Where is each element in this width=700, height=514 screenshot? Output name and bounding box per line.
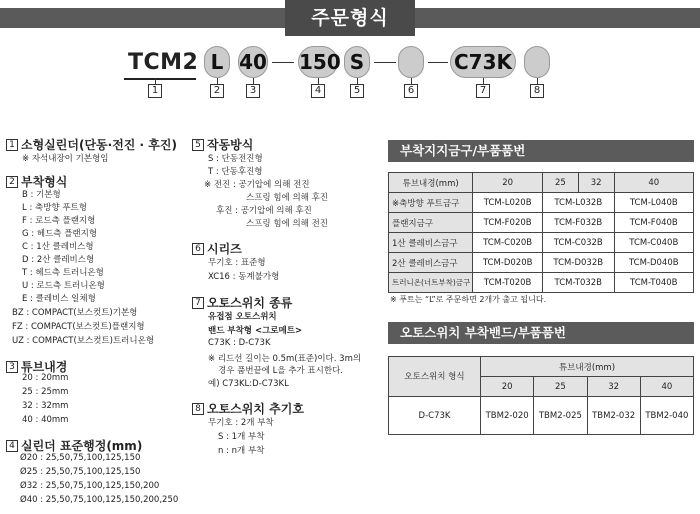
table-cell: TBM2-040 — [640, 397, 693, 435]
mounting-option: U : 로드측 트러니온형 — [22, 281, 105, 291]
section-number: 8 — [192, 403, 204, 415]
table-row — [389, 253, 694, 273]
table-row-label: ※축방향 푸트금구 — [389, 193, 473, 213]
section-title: 부착형식 — [21, 175, 68, 189]
table-row-label: D-C73K — [389, 397, 481, 435]
table-row — [389, 213, 694, 233]
action-note: 후진 : 공기압에 의해 후진 — [216, 206, 312, 216]
table-header-row — [389, 173, 694, 193]
section-number: 4 — [6, 440, 18, 452]
code-part-stroke: 150 — [298, 46, 338, 78]
section-1-line: ※ 자석내장이 기본형임 — [22, 154, 109, 164]
switch-band-table — [388, 356, 694, 435]
code-num-2: 2 — [210, 84, 224, 98]
code-part-switch: C73K — [450, 46, 516, 78]
table-row — [389, 397, 694, 435]
code-num-3: 3 — [246, 84, 260, 98]
table-cell: TCM-L040B — [614, 193, 693, 213]
table-row-label: 트러니온(너트부착)금구 — [389, 273, 473, 293]
dash — [374, 62, 396, 63]
table-header-cell: 20 — [473, 173, 543, 193]
page-title: 주문형식 — [285, 0, 415, 36]
bore-option: 20 : 20mm — [22, 373, 69, 383]
table-row-label: 2산 클레비스금구 — [389, 253, 473, 273]
table-header-cell: 32 — [578, 173, 614, 193]
action-note: 스프링 힘에 의해 전진 — [246, 219, 329, 229]
switch-note: 예) C73KL:D-C73KL — [208, 379, 289, 389]
switch-note: ※ 리드선 길이는 0.5m(표준)이다. 3m의 — [208, 354, 362, 364]
stroke-option: Ø20 : 25,50,75,100,125,150 — [20, 453, 141, 463]
code-part-series — [398, 46, 424, 78]
series-option: XC16 : 동계불가형 — [208, 272, 280, 282]
code-part-bore: 40 — [238, 46, 268, 78]
switch-type-line: 유접점 오토스위치 — [208, 312, 277, 322]
table-row — [389, 273, 694, 293]
mounting-option: BZ : COMPACT(보스컷트)기본형 — [12, 308, 138, 318]
table-cell: TCM-F032B — [542, 213, 614, 233]
section-5-heading — [192, 136, 253, 153]
bore-option: 32 : 32mm — [22, 401, 69, 411]
dash — [272, 62, 294, 63]
table-row-label: 1산 클레비스금구 — [389, 233, 473, 253]
section-7-heading — [192, 294, 292, 311]
table-row-label: 플랜지금구 — [389, 213, 473, 233]
table-cell: TCM-F020B — [473, 213, 543, 233]
table-header-cell: 튜브내경(mm) — [389, 173, 473, 193]
model-underline — [124, 78, 196, 80]
mounting-option: G : 헤드측 플랜지형 — [22, 229, 98, 239]
table-cell: TCM-D040B — [614, 253, 693, 273]
section-title: 소형실린더(단동·전진 · 후진) — [21, 138, 177, 152]
table-header-cell: 25 — [542, 173, 578, 193]
series-option: 무기호 : 표준형 — [208, 258, 266, 268]
code-num-7: 7 — [476, 84, 490, 98]
mounting-option: E : 클레비스 일체형 — [22, 294, 96, 304]
model-code: TCM2 — [128, 50, 199, 75]
code-num-8: 8 — [530, 84, 544, 98]
dash — [428, 62, 448, 63]
title-banner — [0, 0, 700, 36]
mounting-bracket-table-title: 부착지지금구/부품품번 — [388, 140, 694, 162]
section-title: 오토스위치 종류 — [207, 296, 293, 310]
table-cell: TCM-L020B — [473, 193, 543, 213]
table-cell: TCM-T040B — [614, 273, 693, 293]
section-number: 5 — [192, 139, 204, 151]
stroke-option: Ø25 : 25,50,75,100,125,150 — [20, 467, 141, 477]
switch-note: 경우 품번끝에 L을 추가 표시한다. — [218, 366, 343, 376]
section-number: 7 — [192, 297, 204, 309]
switch-qty-option: 무기호 : 2개 부착 — [208, 418, 274, 428]
table-header-cell: 튜브내경(mm) — [481, 357, 694, 377]
section-8-heading — [192, 400, 304, 417]
table-row — [389, 233, 694, 253]
table-note: ※ 푸트는 “L”로 주문하면 2개가 출고 됩니다. — [390, 295, 547, 304]
table-header-cell: 20 — [481, 377, 534, 397]
section-number: 2 — [6, 176, 18, 188]
switch-qty-option: S : 1개 부착 — [218, 432, 265, 442]
table-cell: TCM-L032B — [542, 193, 614, 213]
section-title: 시리즈 — [207, 242, 242, 256]
table-row — [389, 193, 694, 213]
code-num-4: 4 — [311, 84, 325, 98]
table-cell: TCM-D032B — [542, 253, 614, 273]
switch-band-table-title: 오토스위치 부착밴드/부품품번 — [388, 322, 694, 344]
mounting-option: L : 축방향 푸트형 — [22, 203, 87, 213]
bore-option: 40 : 40mm — [22, 415, 69, 425]
table-header-cell: 32 — [587, 377, 640, 397]
mounting-option: UZ : COMPACT(보스컷트)트러니온형 — [12, 336, 155, 346]
mounting-bracket-table — [388, 172, 694, 293]
section-1-heading — [6, 136, 177, 153]
section-title: 튜브내경 — [21, 360, 68, 374]
table-cell: TCM-F040B — [614, 213, 693, 233]
code-num-5: 5 — [350, 84, 364, 98]
mounting-option: B : 기본형 — [22, 190, 61, 200]
stroke-option: Ø40 : 25,50,75,100,125,150,200,250 — [20, 495, 179, 505]
bore-option: 25 : 25mm — [22, 387, 69, 397]
switch-qty-option: n : n개 부착 — [218, 446, 265, 456]
mounting-option: FZ : COMPACT(보스컷트)플랜지형 — [12, 322, 145, 332]
action-option: T : 단동후진형 — [208, 167, 263, 177]
code-num-6: 6 — [404, 84, 418, 98]
action-note: 스프링 힘에 의해 후진 — [246, 193, 329, 203]
switch-type-line: 밴드 부착형 <그로메트> — [208, 326, 303, 336]
code-part-switch-qty — [524, 46, 550, 78]
section-4-heading — [6, 437, 142, 454]
switch-type-line: C73K : D-C73K — [208, 338, 271, 348]
section-number: 3 — [6, 361, 18, 373]
mounting-option: C : 1산 클레비스형 — [22, 242, 94, 252]
code-part-action: S — [344, 46, 370, 78]
section-title: 오토스위치 추기호 — [207, 402, 304, 416]
table-cell: TBM2-020 — [481, 397, 534, 435]
mounting-option: F : 로드측 플랜지형 — [22, 216, 96, 226]
table-cell: TCM-T032B — [542, 273, 614, 293]
section-title: 실린더 표준행정(mm) — [21, 439, 143, 453]
section-6-heading — [192, 240, 242, 257]
action-option: S : 단동전진형 — [208, 154, 263, 164]
order-code-row — [0, 46, 700, 106]
action-note: ※ 전진 : 공기압에 의해 전진 — [204, 180, 310, 190]
table-header-row — [389, 357, 694, 377]
mounting-option: D : 2산 클레비스형 — [22, 255, 95, 265]
table-header-cell: 25 — [534, 377, 587, 397]
code-num-1: 1 — [148, 84, 162, 98]
section-title: 작동방식 — [207, 138, 254, 152]
mounting-option: T : 헤드측 트러니온형 — [22, 268, 104, 278]
code-part-mounting: L — [204, 46, 230, 78]
table-header-cell: 40 — [614, 173, 693, 193]
table-cell: TCM-C020B — [473, 233, 543, 253]
table-cell: TCM-C032B — [542, 233, 614, 253]
table-header-cell: 오토스위치 형식 — [389, 357, 481, 397]
table-cell: TCM-T020B — [473, 273, 543, 293]
stroke-option: Ø32 : 25,50,75,100,125,150,200 — [20, 481, 160, 491]
table-cell: TCM-C040B — [614, 233, 693, 253]
table-header-cell: 40 — [640, 377, 693, 397]
table-cell: TCM-D020B — [473, 253, 543, 273]
section-number: 1 — [6, 139, 18, 151]
section-number: 6 — [192, 243, 204, 255]
table-cell: TBM2-025 — [534, 397, 587, 435]
table-cell: TBM2-032 — [587, 397, 640, 435]
